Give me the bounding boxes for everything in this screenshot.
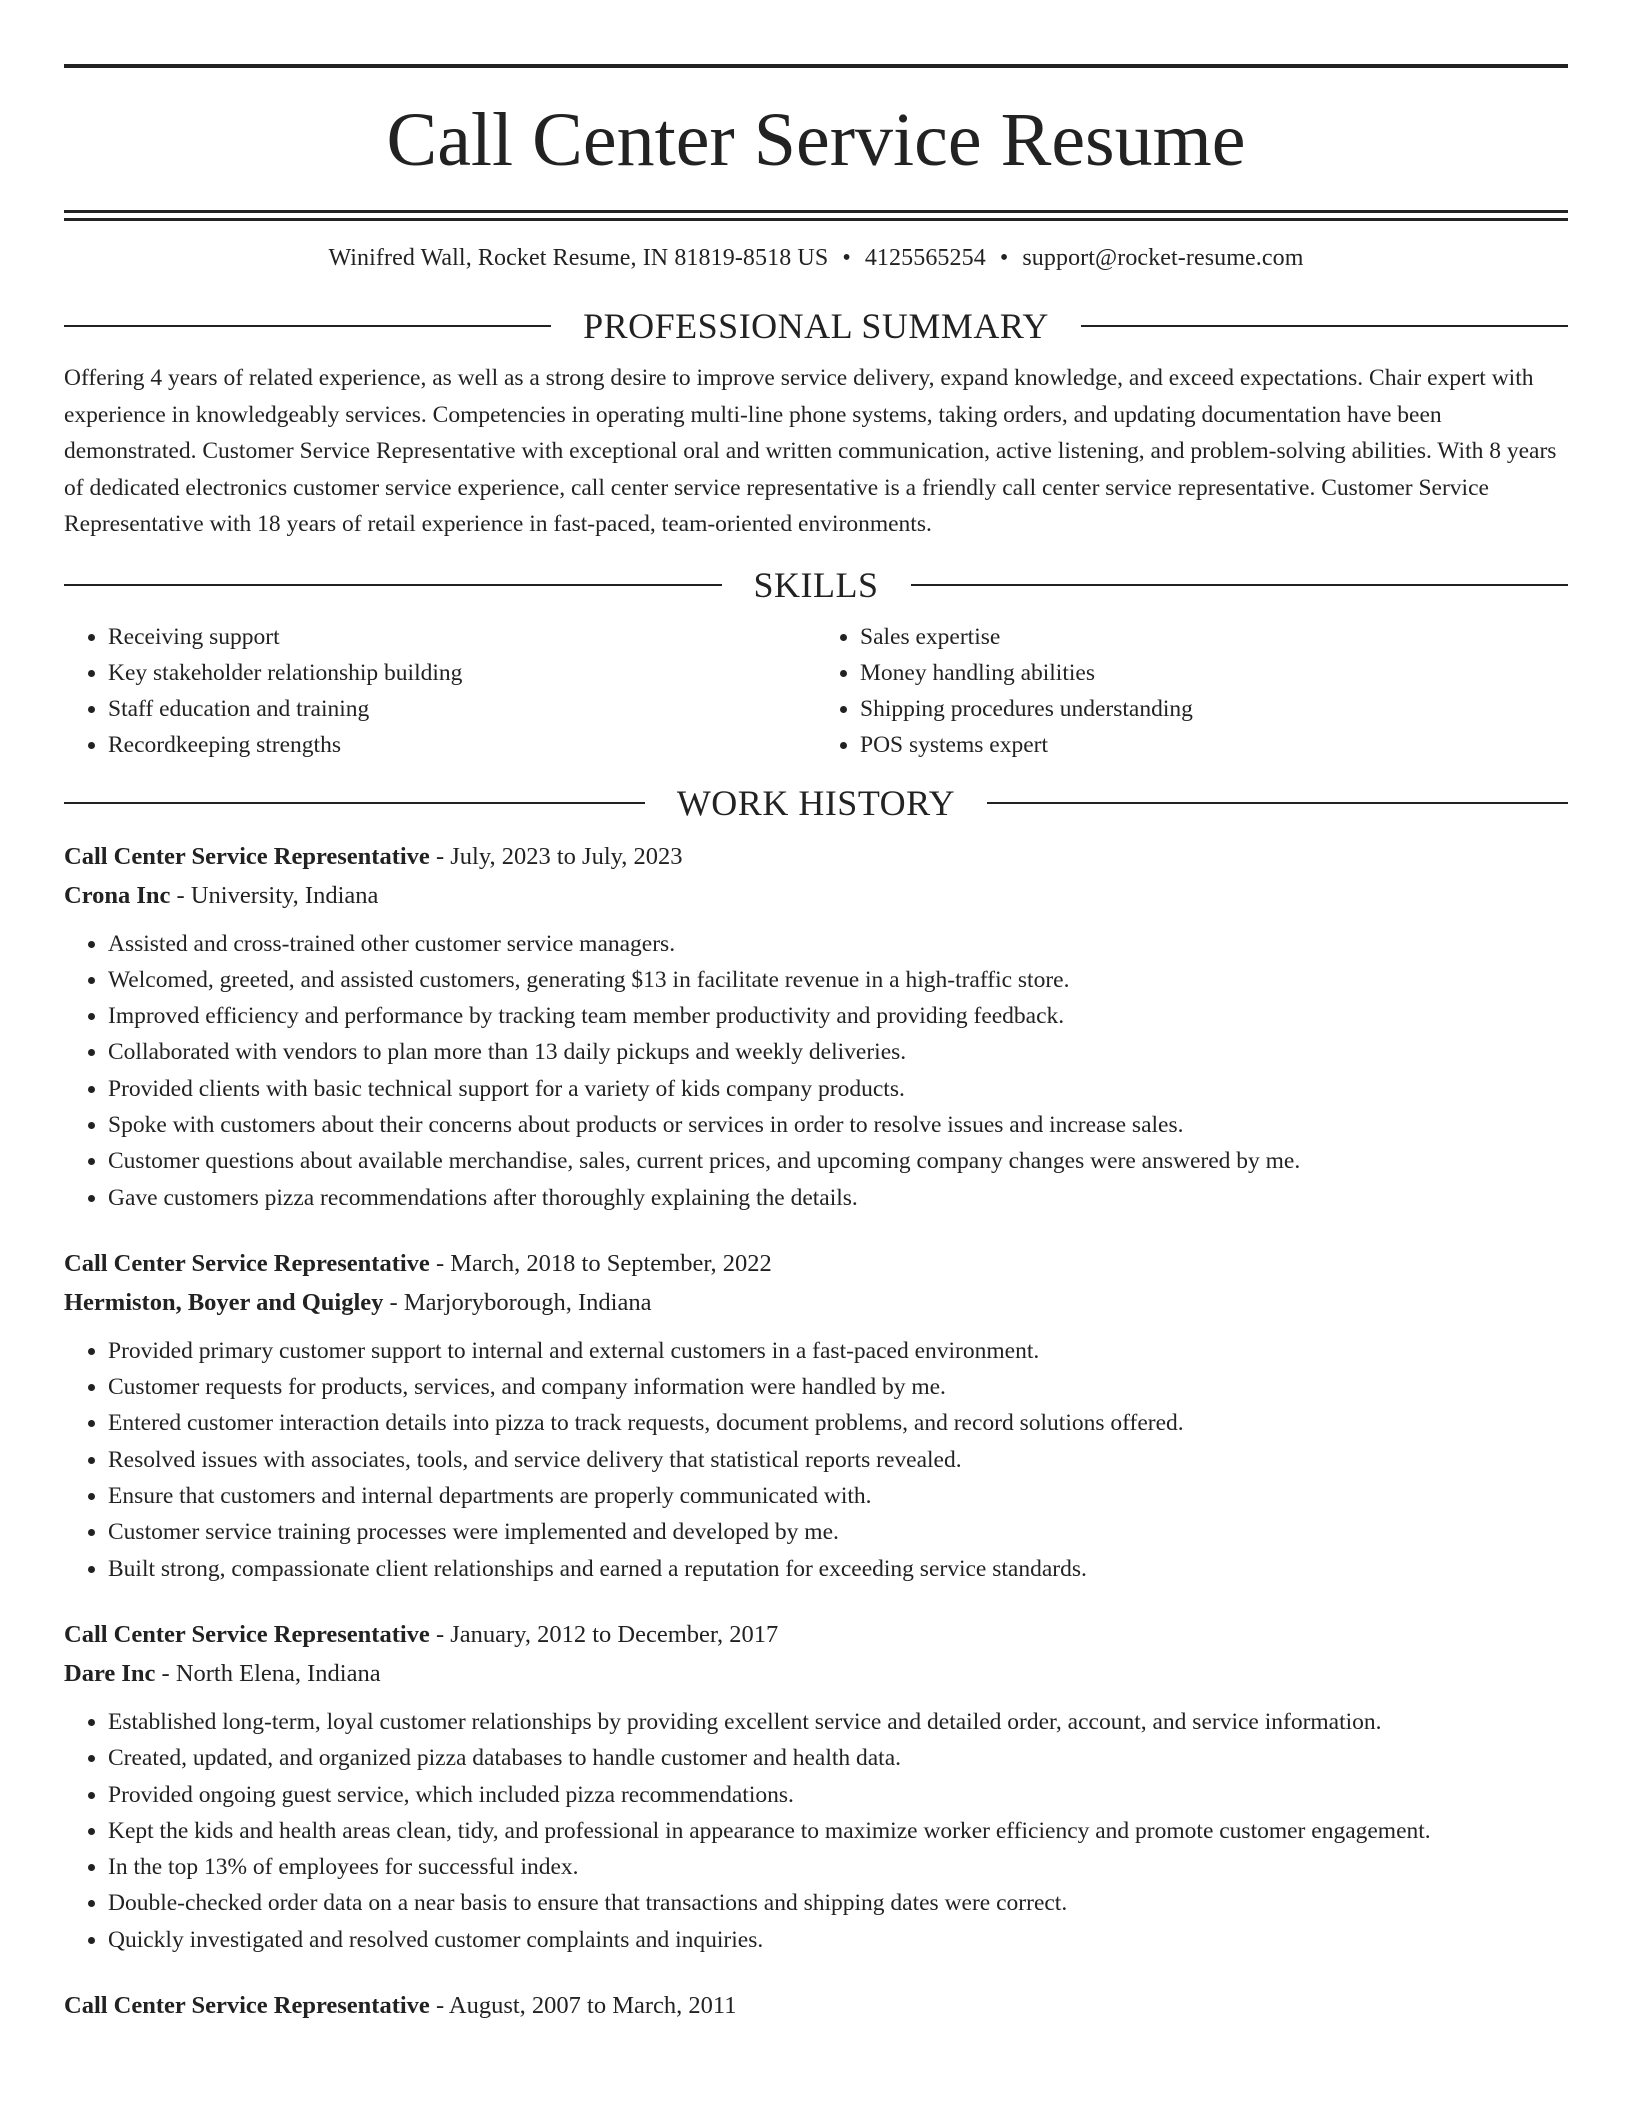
job-location: - North Elena, Indiana <box>155 1660 381 1688</box>
skill-item: • Receiving support <box>108 619 816 655</box>
heading-rule-right <box>987 802 1568 804</box>
job-company: Dare Inc <box>64 1660 156 1688</box>
job-bullets <box>64 926 1568 1216</box>
heading-rule-right <box>1081 325 1568 327</box>
resume-page <box>64 64 1568 2026</box>
job-bullet: • Improved efficiency and performance by tracking team member productivity and providing feedback. <box>108 998 1568 1034</box>
job-bullet: • Established long-term, loyal customer relationships by providing excellent service and detailed order, account, and service information. <box>108 1704 1568 1740</box>
job-entry <box>64 1615 1568 1958</box>
skill-item: • Shipping procedures understanding <box>860 691 1568 727</box>
job-location: - University, Indiana <box>170 882 379 909</box>
skill-item: • POS systems expert <box>860 727 1568 763</box>
job-company-line <box>64 1283 1568 1323</box>
skills-list <box>64 619 1568 763</box>
contact-separator: • <box>999 245 1009 271</box>
job-title-line <box>64 1615 1568 1655</box>
skills-column-right <box>816 619 1568 763</box>
job-title-line <box>64 837 1568 877</box>
skill-item: • Recordkeeping strengths <box>108 727 816 763</box>
job-bullet: • Created, updated, and organized pizza databases to handle customer and health data. <box>108 1740 1568 1776</box>
skill-item: • Key stakeholder relationship building <box>108 655 816 691</box>
summary-text: Offering 4 years of related experience, as well as a strong desire to improve service delivery, expand knowledge, and exceed expectations. Chair expert with experience in knowledgeably services. Competencies in operating multi-line phone systems, taking orders, and updating documentation have been demonstrated. Customer Service Representative with exceptional oral and written communication, active listening, and problem-solving abilities. With 8 years of dedicated electronics customer service experience, call center service representative is a friendly call center service representative. Customer Service Representative with 18 years of retail experience in fast-paced, team-oriented environments. <box>64 365 1557 537</box>
job-dates: - August, 2007 to March, 2011 <box>429 1992 737 2020</box>
skill-item: • Staff education and training <box>108 691 816 727</box>
heading-rule-left <box>64 802 645 804</box>
job-bullet: • Double-checked order data on a near basis to ensure that transactions and shipping dates were correct. <box>108 1885 1568 1921</box>
job-dates: - January, 2012 to December, 2017 <box>429 1620 779 1648</box>
job-bullet: • Resolved issues with associates, tools, and service delivery that statistical reports revealed. <box>108 1442 1568 1478</box>
job-entry <box>64 1244 1568 1587</box>
job-bullet: • Assisted and cross-trained other customer service managers. <box>108 926 1568 962</box>
job-location: - Marjoryborough, Indiana <box>383 1289 652 1317</box>
job-entry <box>64 837 1568 1216</box>
job-title-line <box>64 1986 1568 2026</box>
job-title: Call Center Service Representative <box>64 1620 430 1648</box>
work-heading <box>64 783 1568 823</box>
job-bullet: • Collaborated with vendors to plan more than 13 daily pickups and weekly deliveries. <box>108 1034 1568 1070</box>
job-bullet: • Welcomed, greeted, and assisted customers, generating $13 in facilitate revenue in a high-traffic store. <box>108 962 1568 998</box>
job-bullet: • Entered customer interaction details into pizza to track requests, document problems, and record solutions offered. <box>108 1405 1568 1441</box>
heading-rule-left <box>64 584 722 586</box>
job-company: Hermiston, Boyer and Quigley <box>64 1289 384 1317</box>
job-title: Call Center Service Representative <box>64 1249 430 1277</box>
contact-email: support@rocket-resume.com <box>1022 245 1304 271</box>
job-bullet: • Customer questions about available merchandise, sales, current prices, and upcoming company changes were answered by me. <box>108 1143 1568 1179</box>
skill-item: • Sales expertise <box>860 619 1568 655</box>
job-bullet: • Built strong, compassionate client relationships and earned a reputation for exceeding service standards. <box>108 1551 1568 1587</box>
page-title: Call Center Service Resume <box>386 98 1246 182</box>
job-dates: - March, 2018 to September, 2022 <box>429 1249 772 1277</box>
job-bullet: • Customer requests for products, services, and company information were handled by me. <box>108 1369 1568 1405</box>
job-company: Crona Inc <box>64 882 171 909</box>
summary-heading <box>64 306 1568 346</box>
title-double-rule <box>64 210 1568 213</box>
contact-separator: • <box>842 245 851 271</box>
job-bullet: • In the top 13% of employees for successful index. <box>108 1849 1568 1885</box>
job-title: Call Center Service Representative <box>64 842 430 870</box>
job-bullet: • Gave customers pizza recommendations after thoroughly explaining the details. <box>108 1180 1568 1216</box>
job-bullets <box>64 1333 1568 1587</box>
skill-item: • Money handling abilities <box>860 655 1568 691</box>
skills-heading <box>64 565 1568 605</box>
top-rule <box>64 64 1568 68</box>
skills-column-left <box>64 619 816 763</box>
job-dates: - July, 2023 to July, 2023 <box>429 842 683 870</box>
job-bullet: • Provided clients with basic technical support for a variety of kids company products. <box>108 1071 1568 1107</box>
job-bullet: • Ensure that customers and internal departments are properly communicated with. <box>108 1478 1568 1514</box>
job-bullet: • Quickly investigated and resolved customer complaints and inquiries. <box>108 1922 1568 1958</box>
summary-heading-label: PROFESSIONAL SUMMARY <box>583 306 1049 346</box>
heading-rule-right <box>911 584 1569 586</box>
contact-line <box>64 245 1568 272</box>
job-bullet: • Provided ongoing guest service, which included pizza recommendations. <box>108 1777 1568 1813</box>
skills-heading-label: SKILLS <box>753 564 879 605</box>
job-title-line <box>64 1244 1568 1284</box>
job-bullet: • Provided primary customer support to internal and external customers in a fast-paced environment. <box>108 1333 1568 1369</box>
job-bullet: • Customer service training processes were implemented and developed by me. <box>108 1514 1568 1550</box>
job-bullet: • Spoke with customers about their concerns about products or services in order to resolve issues and increase sales. <box>108 1107 1568 1143</box>
heading-rule-left <box>64 325 551 327</box>
job-company-line <box>64 1654 1568 1694</box>
contact-phone: 4125565254 <box>864 245 986 271</box>
job-bullet: • Kept the kids and health areas clean, tidy, and professional in appearance to maximize worker efficiency and promote customer engagement. <box>108 1813 1568 1849</box>
contact-address: Winifred Wall, Rocket Resume, IN 81819-8518 US <box>328 245 829 271</box>
job-bullets <box>64 1704 1568 1958</box>
job-entry <box>64 1986 1568 2026</box>
work-heading-label: WORK HISTORY <box>676 782 956 823</box>
job-company-line <box>64 876 1568 916</box>
job-title: Call Center Service Representative <box>64 1992 430 2020</box>
